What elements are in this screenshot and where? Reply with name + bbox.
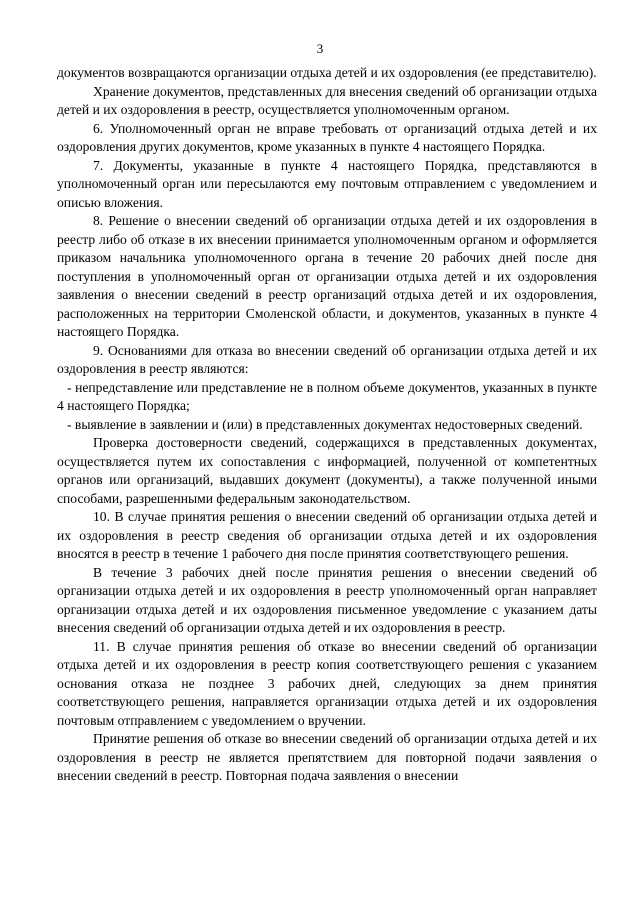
paragraph-continuation: документов возвращаются организации отдыха детей и их оздоровления (ее представителю). [57, 65, 597, 80]
paragraph-clause-6: 6. Уполномоченный орган не вправе требовать от организаций отдыха детей и их оздоровления других документов, кроме указанных в пункте 4 настоящего Порядка. [57, 120, 597, 154]
list-item-ground-2: - выявление в заявлении и (или) в представленных документах недостоверных сведений. [67, 416, 583, 432]
page-number: 3 [316, 41, 324, 56]
paragraph-verification: Проверка достоверности сведений, содержащихся в представленных документах, осуществляется путем их сопоставления с информацией, полученной от компетентных органов или организаций, выдавших документ (документы), а также полученной иными способами, разрешенными федеральным законодательством. [57, 435, 597, 506]
paragraph-clause-11: 11. В случае принятия решения об отказе во внесении сведений об организации отдыха детей и их оздоровления в реестр копия соответствующего решения с указанием основания отказа не позднее 3 рабочих дней, следующих за днем принятия соответствующего решения, направляется организации отдыха детей и их оздоровления почтовым отправлением с уведомлением о вручении. [57, 638, 597, 728]
paragraph-clause-7: 7. Документы, указанные в пункте 4 настоящего Порядка, представляются в уполномоченный орган или пересылаются ему почтовым отправлением с уведомлением и описью вложения. [57, 157, 597, 210]
paragraph-notification: В течение 3 рабочих дней после принятия решения о внесении сведений об организации отдыха детей и их оздоровления в реестр уполномоченный орган направляет организации отдыха детей и их оздоровления письменное уведомление с указанием даты внесения сведений об организации отдыха детей и их оздоровления в реестр. [57, 564, 597, 635]
list-item-ground-1: - непредставление или представление не в полном объеме документов, указанных в пункте 4 настоящего Порядка; [57, 379, 597, 413]
paragraph-clause-9: 9. Основаниями для отказа во внесении сведений об организации отдыха детей и их оздоровления в реестр являются: [57, 342, 597, 376]
paragraph-clause-10: 10. В случае принятия решения о внесении сведений об организации отдыха детей и их оздоровления в реестр сведения об организации отдыха детей и их оздоровления вносятся в реестр в течение 1 рабочего дня после принятия соответствующего решения. [57, 509, 597, 561]
document-body [57, 64, 597, 786]
paragraph-storage: Хранение документов, представленных для внесения сведений об организации отдыха детей и их оздоровления в реестр, осуществляется уполномоченным органом. [57, 83, 597, 117]
paragraph-clause-8: 8. Решение о внесении сведений об организации отдыха детей и их оздоровления в реестр либо об отказе в их внесении принимается уполномоченным органом и оформляется приказом начальника уполномоченного органа в течение 20 рабочих дней после дня поступления в уполномоченный орган от организации отдыха детей и их оздоровления заявления о внесении сведений в реестр организаций отдыха детей и их оздоровления, расположенных на территории Смоленской области, и документов, указанных в пункте 4 настоящего Порядка. [57, 213, 597, 339]
paragraph-resubmission: Принятие решения об отказе во внесении сведений об организации отдыха детей и их оздоровления в реестр не является препятствием для повторной подачи заявления о внесении сведений в реестр. Повторная подача заявления о внесении [57, 731, 597, 783]
